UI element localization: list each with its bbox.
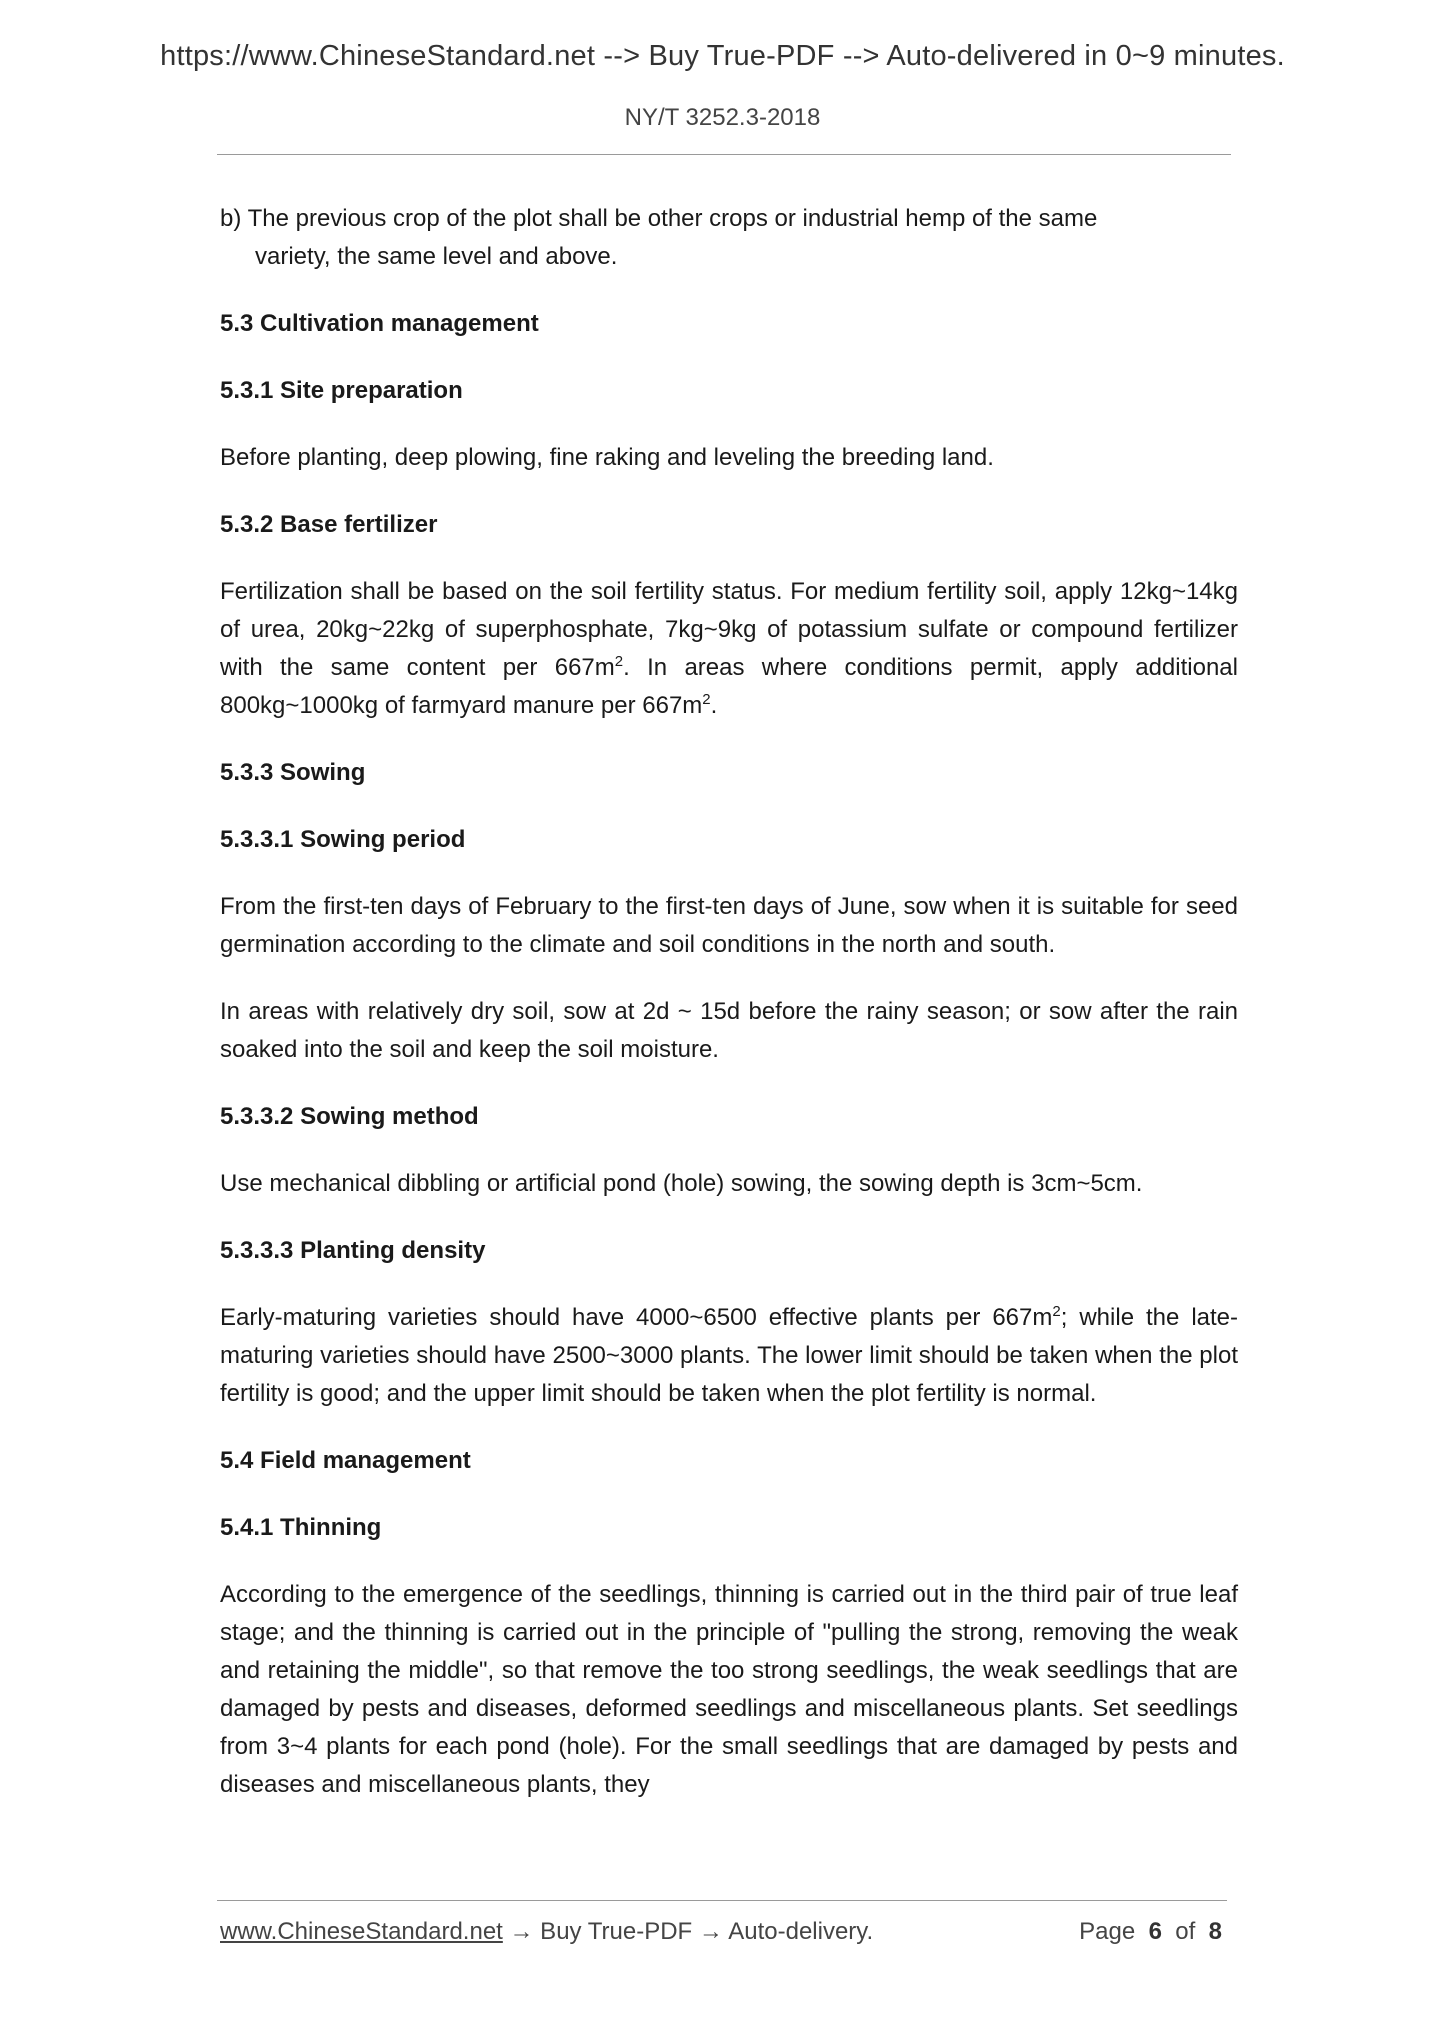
superscript: 2 [702,691,711,708]
list-item-b [220,200,1238,276]
paragraph-5-3-3-1-a: From the first-ten days of February to the first-ten days of June, sow when it is suitable for seed germination according to the climate and soil conditions in the north and south. [220,893,1238,958]
heading-5-4-1: 5.4.1 Thinning [220,1514,382,1541]
page-total: 8 [1208,1918,1222,1945]
heading-5-3-1: 5.3.1 Site preparation [220,377,463,404]
heading-5-3-3-2: 5.3.3.2 Sowing method [220,1103,479,1130]
footer-site-link[interactable]: www.ChineseStandard.net [220,1918,503,1945]
list-item-b-line1: b) The previous crop of the plot shall be other crops or industrial hemp of the same [220,205,1098,232]
footer-tagline: → Buy True-PDF → Auto-delivery. [502,1918,874,1945]
header-divider [217,154,1231,155]
footer-left [220,1918,873,1946]
paragraph-5-3-2 [220,573,1238,725]
superscript: 2 [614,653,624,670]
paragraph-5-3-2-text-b: . In areas where conditions permit, apply additional 800kg~1000kg of farmyard manure per 667m [220,654,1238,719]
heading-5-3: 5.3 Cultivation management [220,310,539,337]
heading-5-3-3-3: 5.3.3.3 Planting density [220,1237,486,1264]
paragraph-5-3-2-text-a: Fertilization shall be based on the soil fertility status. For medium fertility soil, apply 12kg~14kg of urea, 20kg~22kg of superphosphate, 7kg~9kg of potassium sulfate or compound fertilizer with the same content per 667m [220,578,1238,681]
superscript: 2 [1052,1303,1061,1320]
page-indicator [1079,1918,1222,1946]
paragraph-5-3-3-1-b: In areas with relatively dry soil, sow at 2d ~ 15d before the rainy season; or sow after the rain soaked into the soil and keep the soil moisture. [220,998,1238,1063]
document-body [220,200,1238,1833]
paragraph-5-3-3-3-text-b: ; while the late-maturing varieties should have 2500~3000 plants. The lower limit should be taken when the plot fertility is good; and the upper limit should be taken when the plot fertility is normal. [220,1304,1239,1407]
heading-5-3-3-1: 5.3.3.1 Sowing period [220,826,466,853]
list-item-b-line2: variety, the same level and above. [255,243,618,270]
footer-divider [217,1900,1227,1901]
paragraph-5-3-3-3 [220,1299,1238,1413]
paragraph-5-3-3-2: Use mechanical dibbling or artificial pond (hole) sowing, the sowing depth is 3cm~5cm. [220,1170,1143,1197]
top-banner: https://www.ChineseStandard.net --> Buy True-PDF --> Auto-delivered in 0~9 minutes. [160,40,1285,72]
paragraph-5-4-1: According to the emergence of the seedlings, thinning is carried out in the third pair of true leaf stage; and the thinning is carried out in the principle of "pulling the strong, removing the weak and retaining the middle", so that remove the too strong seedlings, the weak seedlings that are damaged by pests and diseases, deformed seedlings and miscellaneous plants. Set seedlings from 3~4 plants for each pond (hole). For the small seedlings that are damaged by pests and diseases and miscellaneous plants, they [220,1581,1238,1798]
heading-5-3-3: 5.3.3 Sowing [220,759,366,786]
paragraph-5-3-3-3-text-a: Early-maturing varieties should have 4000~6500 effective plants per 667m [220,1304,1053,1331]
of-word: of [1175,1918,1196,1945]
paragraph-5-3-2-text-c: . [710,692,718,719]
page-current: 6 [1148,1918,1162,1945]
paragraph-5-3-1: Before planting, deep plowing, fine raking and leveling the breeding land. [220,444,994,471]
heading-5-4: 5.4 Field management [220,1447,471,1474]
standard-code: NY/T 3252.3-2018 [624,104,821,131]
heading-5-3-2: 5.3.2 Base fertilizer [220,511,438,538]
page-word: Page [1079,1918,1136,1945]
